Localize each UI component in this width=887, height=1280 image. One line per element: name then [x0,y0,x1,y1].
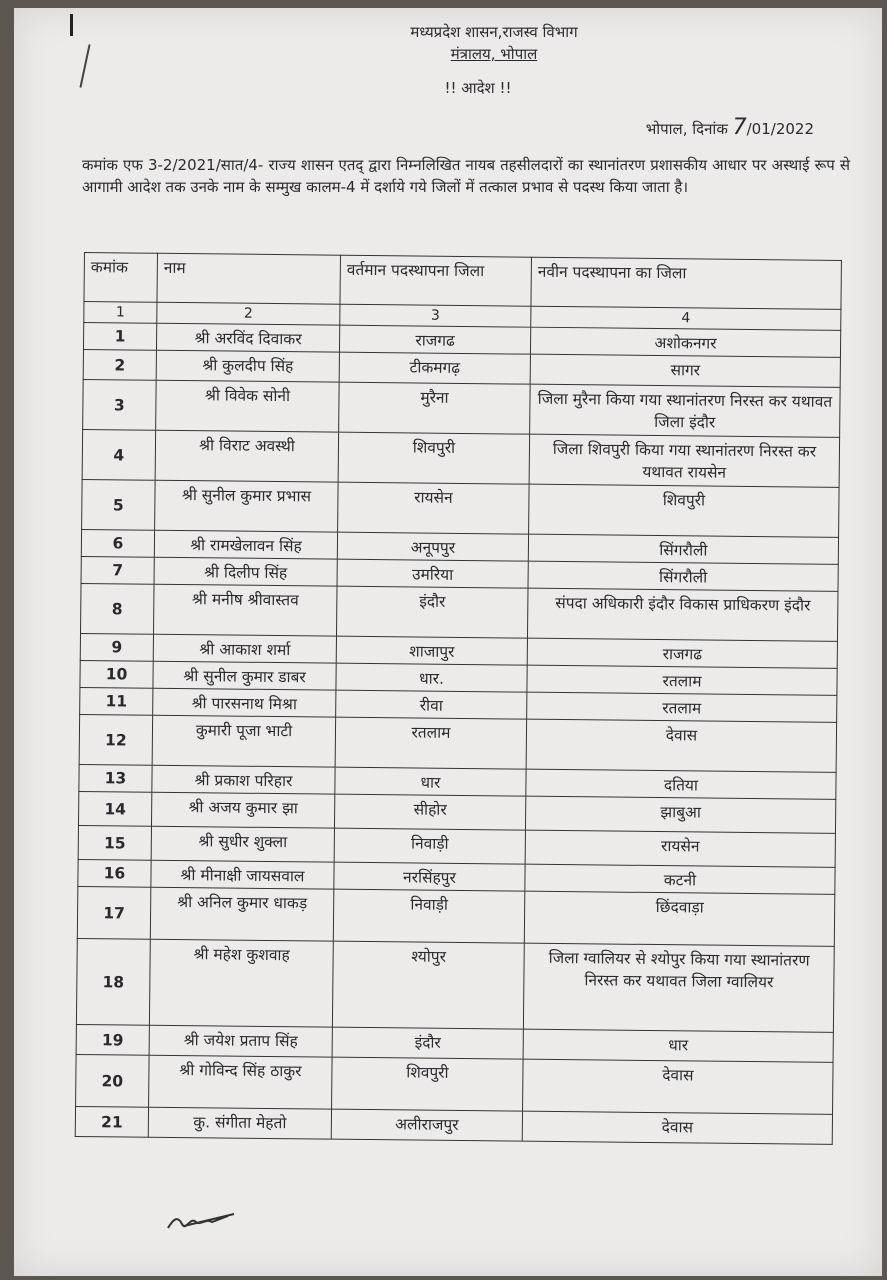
current-posting-cell: अनूपपुर [337,532,528,561]
table-row [77,886,835,946]
new-posting-cell: देवास [523,1059,834,1114]
serial-number-cell: 16 [78,859,151,887]
name-cell: श्री अजय कुमार झा [151,792,334,828]
name-cell: श्री दिलीप सिंह [154,557,337,586]
table-row [81,583,838,641]
name-cell: श्री सुनील कुमार डाबर [153,661,336,690]
name-cell: श्री मीनाक्षी जायसवाल [151,860,334,889]
name-cell: श्री आकाश शर्मा [153,634,336,663]
new-posting-cell: देवास [526,719,837,772]
serial-number-cell: 17 [77,886,151,939]
document-page [14,8,882,1276]
date-rest: /01/2022 [746,120,814,138]
new-posting-cell: शिवपुरी [529,484,840,537]
current-posting-cell: टीकमगढ़ [339,352,530,384]
current-posting-cell: निवाड़ी [333,889,525,943]
serial-number-cell: 11 [80,687,153,715]
new-posting-cell: जिला शिवपुरी किया गया स्थानांतरण निरस्त कर यथावत रायसेन [529,434,840,487]
current-posting-cell: रतलाम [335,717,527,769]
serial-number-cell: 10 [80,660,153,688]
name-cell: श्री महेश कुशवाह [149,939,333,1027]
name-cell: श्री कुलदीप सिंह [156,350,339,382]
current-posting-cell: शाजापुर [336,636,527,665]
name-cell: श्री मनीष श्रीवास्तव [154,584,338,636]
name-cell: कुमारी पूजा भाटी [152,715,336,767]
name-cell: श्री अनिल कुमार धाकड़ [150,887,334,941]
serial-number-cell: 13 [79,764,152,792]
name-cell: श्री अरविंद दिवाकर [156,323,339,352]
header-name: नाम [157,253,341,304]
name-cell: श्री रामखेलावन सिंह [154,530,337,559]
current-posting-cell: रायसेन [338,482,530,534]
current-posting-cell: उमरिया [337,559,528,588]
new-posting-cell: संपदा अधिकारी इंदौर विकास प्राधिकरण इंदौर [527,588,838,641]
serial-number-cell: 7 [81,556,154,584]
transfer-table [75,252,842,1145]
current-posting-cell: निवाड़ी [334,828,525,864]
header-new-posting: नवीन पदस्थापना का जिला [531,257,841,309]
new-posting-cell: अशोकनगर [530,327,840,357]
serial-number-cell: 9 [80,633,153,661]
serial-number-cell: 14 [78,791,151,826]
table-row [79,714,836,772]
name-cell: श्री सुधीर शुक्ला [151,826,334,862]
new-posting-cell: रायसेन [525,830,835,867]
header-current-posting: वर्तमान पदस्थापना जिला [340,255,532,306]
new-posting-cell: दतिया [526,769,836,799]
new-posting-cell: धार [523,1029,833,1062]
current-posting-cell: रीवा [336,690,527,719]
name-cell: श्री पारसनाथ मिश्रा [153,688,336,717]
table-row [82,479,839,537]
date-handwritten-day: 7 [732,115,747,140]
new-posting-cell: सिंगरौली [528,534,838,564]
table-row [82,429,839,487]
serial-number-cell: 12 [79,714,153,765]
date-prefix: भोपाल, दिनांक [645,120,728,138]
current-posting-cell: धार. [336,663,527,692]
current-posting-cell: शिवपुरी [332,1057,524,1111]
serial-number-cell: 8 [81,583,155,634]
new-posting-cell: रतलाम [527,692,837,722]
order-title: !! आदेश !! [444,79,512,97]
current-posting-cell: इंदौर [336,586,528,638]
current-posting-cell: सीहोर [334,794,525,830]
current-posting-cell: नरसिंहपुर [334,862,525,891]
ministry-header: मंत्रालय, भोपाल [450,45,538,63]
new-posting-cell: राजगढ [527,638,837,668]
serial-number-cell: 18 [76,938,150,1025]
department-header: मध्यप्रदेश शासन,राजस्व विभाग [410,23,578,41]
serial-number-cell: 21 [75,1106,148,1137]
new-posting-cell: जिला ग्वालियर से श्योपुर किया गया स्थानांतरण निरस्त कर यथावत जिला ग्वालियर [523,943,834,1032]
name-cell: श्री विवेक सोनी [156,380,340,432]
serial-number-cell: 20 [76,1054,150,1107]
column-number: 3 [340,304,531,327]
date-line [646,115,814,140]
new-posting-cell: जिला मुरैना किया गया स्थानांतरण निरस्त कर यथावत जिला इंदौर [530,384,841,437]
new-posting-cell: छिंदवाड़ा [524,891,835,946]
serial-number-cell: 19 [76,1024,149,1055]
serial-number-cell: 3 [83,379,157,430]
current-posting-cell: शिवपुरी [338,432,530,484]
current-posting-cell: इंदौर [332,1027,523,1059]
new-posting-cell: रतलाम [527,665,837,695]
name-cell: श्री प्रकाश परिहार [152,765,335,794]
new-posting-cell: सागर [530,354,840,387]
serial-number-cell: 2 [83,349,156,380]
order-body-text: कमांक एफ 3-2/2021/सात/4- राज्य शासन एतद् द्वारा निम्नलिखित नायब तहसीलदारों का स्थानांतरण प्रशासकीय आधार पर अस्थाई रूप से आगामी आदेश तक उनके नाम के सम्मुख कालम-4 में दर्शाये गये जिलों में तत्काल प्रभाव से पदस्थ किया जाता है। [82,156,850,196]
table-header-row [84,253,841,310]
name-cell: श्री सुनील कुमार प्रभास [155,480,339,532]
name-cell: श्री गोविन्द सिंह ठाकुर [149,1055,333,1109]
current-posting-cell: श्योपुर [332,941,524,1029]
table-row [76,938,834,1032]
column-number: 1 [84,302,157,324]
new-posting-cell: सिंगरौली [528,561,838,591]
serial-number-cell: 5 [82,479,156,530]
serial-number-cell: 4 [82,429,156,480]
current-posting-cell: धार [335,767,526,796]
current-posting-cell: मुरैना [339,382,531,434]
name-cell: श्री विराट अवस्थी [155,430,339,482]
signature [164,1206,244,1236]
new-posting-cell: कटनी [525,864,835,894]
column-number: 4 [531,306,841,330]
new-posting-cell: देवास [522,1111,832,1144]
serial-number-cell: 6 [81,529,154,557]
table-row [83,379,840,437]
name-cell: कु. संगीता मेहतो [148,1107,331,1139]
new-posting-cell: झाबुआ [525,796,835,833]
name-cell: श्री जयेश प्रताप सिंह [149,1025,332,1057]
serial-number-cell: 15 [78,825,151,860]
column-number: 2 [157,302,340,325]
table-row [76,1054,834,1114]
current-posting-cell: राजगढ [339,325,530,354]
header-serial: कमांक [84,253,158,303]
current-posting-cell: अलीराजपुर [331,1109,522,1141]
serial-number-cell: 1 [83,323,156,351]
